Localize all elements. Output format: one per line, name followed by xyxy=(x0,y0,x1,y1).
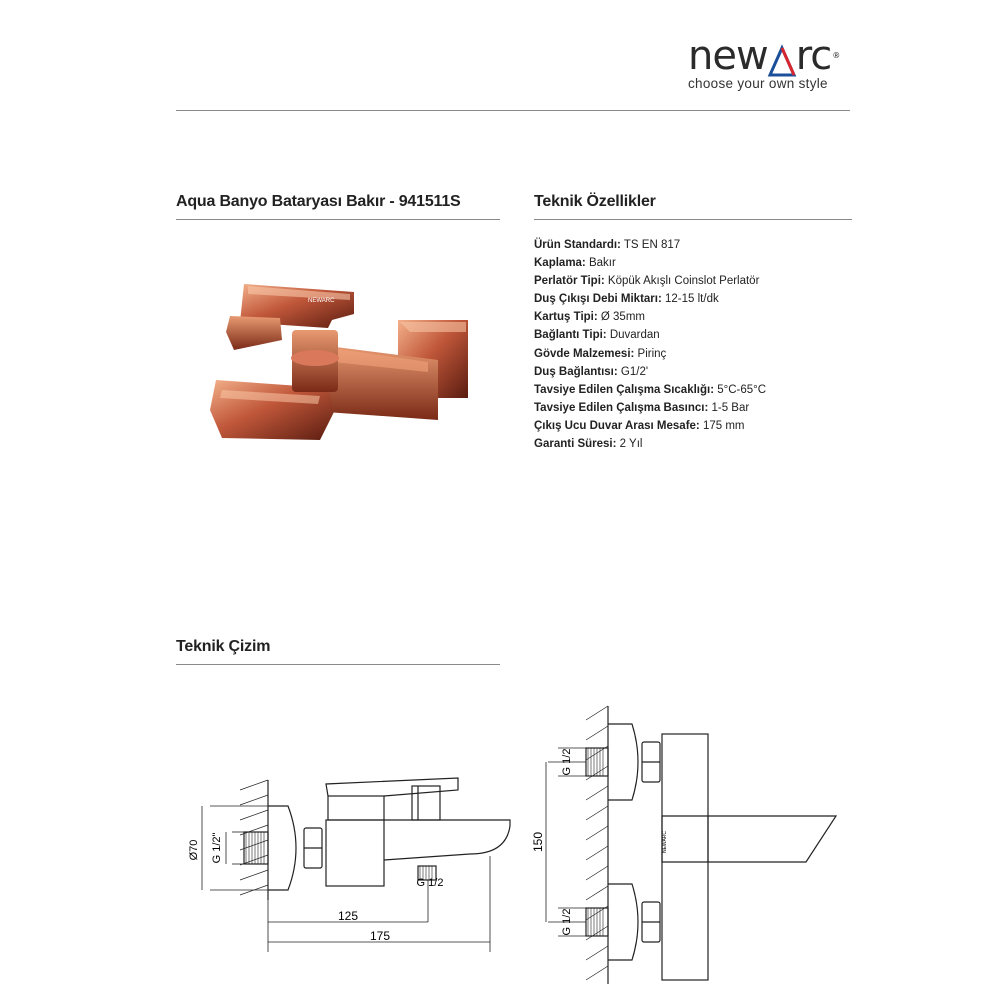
spec-row: Çıkış Ucu Duvar Arası Mesafe: 175 mm xyxy=(534,419,745,432)
spec-list xyxy=(534,236,766,453)
logo-triangle-icon xyxy=(769,46,795,76)
logo-wordmark: ne w rc ® xyxy=(688,33,840,79)
spec-row: Ürün Standardı: TS EN 817 xyxy=(534,239,681,251)
handle-logo: NEWARC xyxy=(308,298,335,304)
dim-thread-label: G 1/2" xyxy=(211,832,223,864)
spec-row: Kaplama: Bakır xyxy=(534,257,616,270)
dim-125-label: 125 xyxy=(337,909,359,923)
spec-row: Kartuş Tipi: Ø 35mm xyxy=(534,311,645,324)
dim-thread-top-label: G 1/2 xyxy=(561,748,573,776)
spec-row: Gövde Malzemesi: Pirinç xyxy=(534,347,667,360)
dim-outlet-label: G 1/2 xyxy=(416,877,444,889)
title-divider xyxy=(176,219,500,220)
dim-150-label: 150 xyxy=(531,831,545,853)
drawing-heading: Teknik Çizim xyxy=(176,638,271,655)
brand-tagline: choose your own style xyxy=(688,76,828,91)
drawing-divider xyxy=(176,664,500,665)
spec-row: Tavsiye Edilen Çalışma Sıcaklığı: 5°C-65°C xyxy=(534,383,767,396)
product-photo xyxy=(200,270,490,470)
spec-row: Tavsiye Edilen Çalışma Basıncı: 1-5 Bar xyxy=(534,401,750,414)
side-view-drawing xyxy=(180,770,520,970)
product-title: Aqua Banyo Bataryası Bakır - 941511S xyxy=(176,193,461,210)
front-view-drawing xyxy=(531,700,850,990)
spec-row: Duş Bağlantısı: G1/2' xyxy=(534,365,649,378)
spec-row: Duş Çıkışı Debi Miktarı: 12-15 lt/dk xyxy=(534,293,719,306)
spec-row: Garanti Süresi: 2 Yıl xyxy=(534,438,643,451)
dim-thread-bottom-label: G 1/2 xyxy=(561,908,573,936)
header-divider xyxy=(176,110,850,111)
spec-row: Bağlantı Tipi: Duvardan xyxy=(534,329,660,342)
brand-logo xyxy=(688,33,858,96)
specs-divider xyxy=(534,219,852,220)
dim-175-label: 175 xyxy=(369,929,391,943)
dim-diameter-label: Ø70 xyxy=(188,839,200,861)
body-logo-label: NEWARC xyxy=(662,830,668,854)
specs-heading: Teknik Özellikler xyxy=(534,193,656,210)
spec-row: Perlatör Tipi: Köpük Akışlı Coinslot Perlatör xyxy=(534,275,760,288)
